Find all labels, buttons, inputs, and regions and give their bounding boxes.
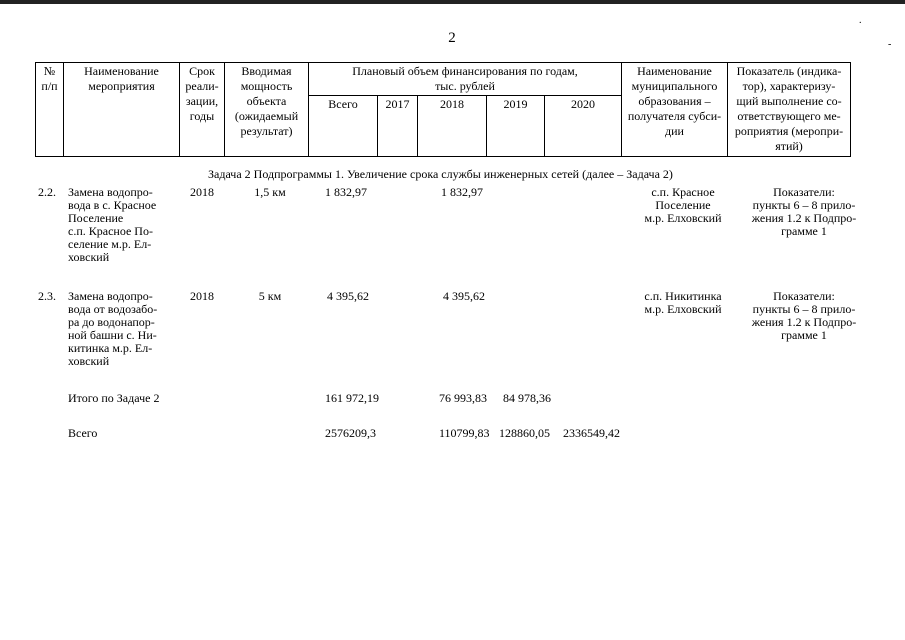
row-municipality: с.п. Никитинка м.р. Елховский [644, 289, 722, 316]
total-task-total: 161 972,19 [325, 391, 379, 405]
header-col-2019: 2019 [487, 96, 545, 157]
grand-total-2019: 128860,05 [499, 426, 550, 440]
row-year: 2018 [190, 185, 214, 199]
row-indicator: Показатели: пункты 6 – 8 прило- жения 1.2 к Подпро- грамме 1 [751, 185, 857, 238]
header-num: № п/п [36, 63, 64, 157]
row-municipality: с.п. Красное Поселение м.р. Елховский [644, 185, 722, 225]
row-2018: 1 832,97 [441, 185, 483, 199]
scan-speck: . [859, 15, 862, 26]
row-total: 4 395,62 [327, 289, 369, 303]
header-indicator: Показатель (индика- тор), характеризу- щий выполнение со- ответствующего ме- роприятия (меропри- ятий) [728, 63, 851, 157]
table-header [35, 62, 851, 157]
header-name: Наименование мероприятия [64, 63, 180, 157]
header-term: Срок реали- зации, годы [180, 63, 225, 157]
row-indicator: Показатели: пункты 6 – 8 прило- жения 1.2 к Подпро- грамме 1 [751, 289, 857, 342]
header-col-total: Всего [309, 96, 378, 157]
row-name: Замена водопро- вода в с. Красное Поселение с.п. Красное По- селение м.р. Ел- ховский [68, 185, 157, 264]
scan-speck: - [888, 39, 892, 50]
row-capacity: 5 км [258, 289, 282, 303]
total-task-label: Итого по Задаче 2 [68, 391, 160, 405]
row-capacity: 1,5 км [254, 185, 286, 199]
header-capacity: Вводимая мощность объекта (ожидаемый результат) [225, 63, 309, 157]
header-municipality: Наименование муниципального образования – получателя субси- дии [622, 63, 728, 157]
header-col-2020: 2020 [545, 96, 622, 157]
page-number: 2 [448, 30, 456, 46]
header-col-2017: 2017 [378, 96, 418, 157]
row-name: Замена водопро- вода от водозабо- ра до водонапор- ной башни с. Ни- китинка м.р. Ел- ховский [68, 289, 158, 368]
total-task-2018: 76 993,83 [439, 391, 487, 405]
grand-total-2018: 110799,83 [439, 426, 490, 440]
row-num: 2.2. [38, 185, 56, 199]
row-year: 2018 [190, 289, 214, 303]
total-task-2019: 84 978,36 [503, 391, 551, 405]
grand-total-label: Всего [68, 426, 98, 440]
row-2018: 4 395,62 [443, 289, 485, 303]
grand-total-2020: 2336549,42 [563, 426, 620, 440]
task-title: Задача 2 Подпрограммы 1. Увеличение срока службы инженерных сетей (далее – Задача 2) [208, 167, 673, 181]
row-total: 1 832,97 [325, 185, 367, 199]
scan-top-border [0, 0, 905, 4]
header-col-2018: 2018 [418, 96, 487, 157]
header-financing: Плановый объем финансирования по годам, тыс. рублей [309, 63, 622, 96]
row-num: 2.3. [38, 289, 56, 303]
grand-total-total: 2576209,3 [325, 426, 376, 440]
